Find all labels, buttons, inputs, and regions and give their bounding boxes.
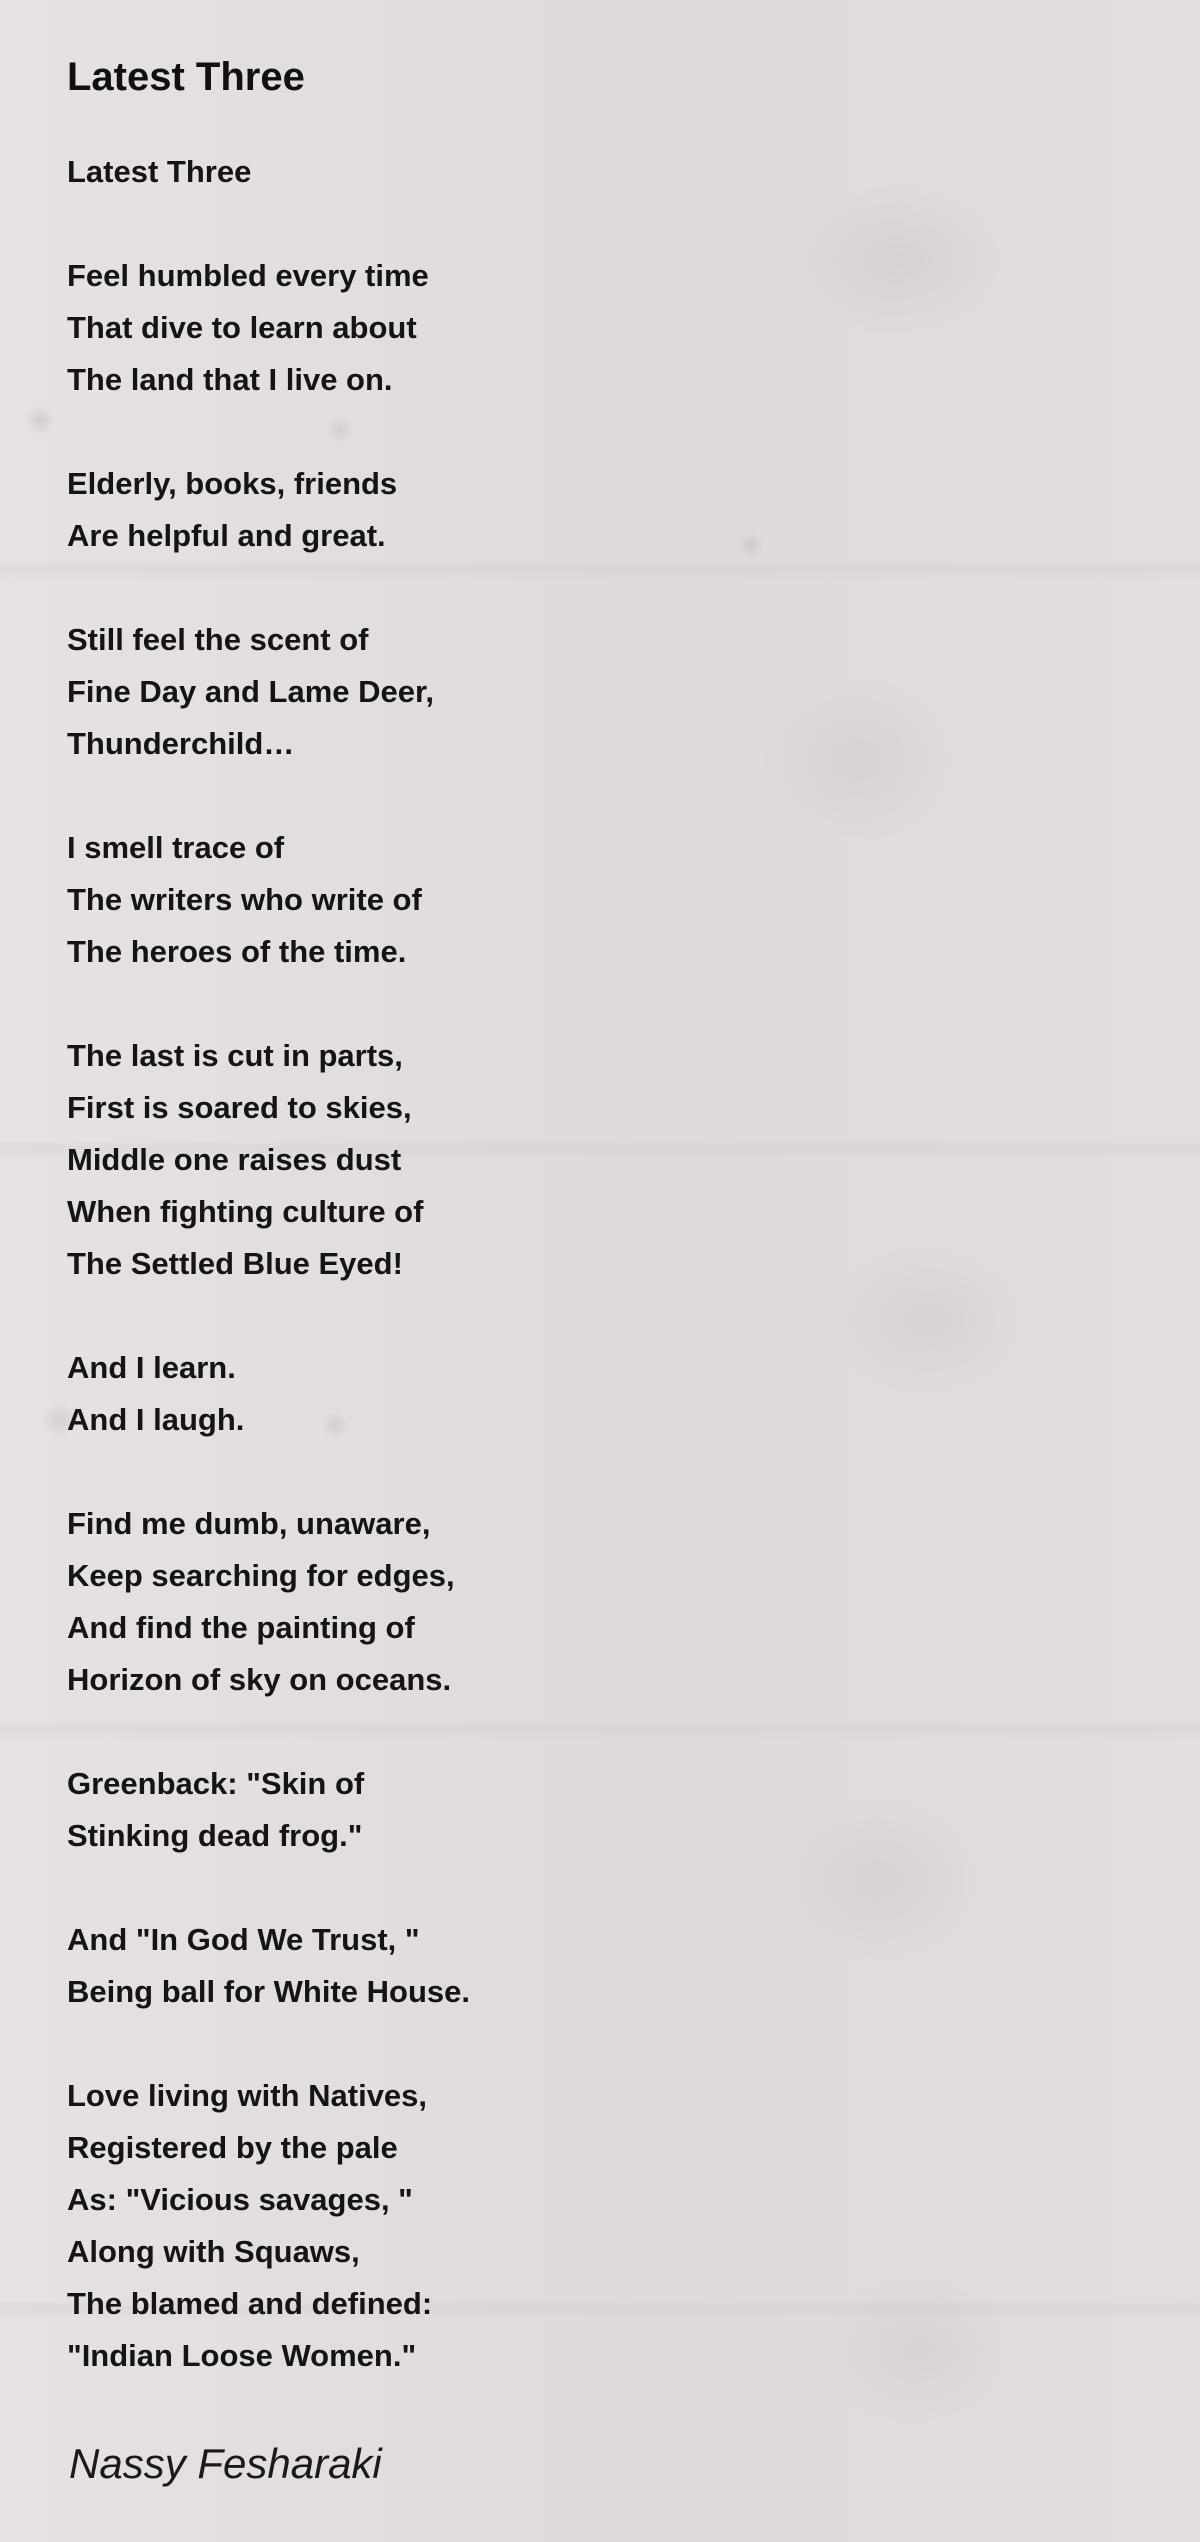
poem-line: Horizon of sky on oceans.: [67, 1662, 452, 1697]
poem-line: The Settled Blue Eyed!: [67, 1246, 403, 1281]
poem-line: Feel humbled every time: [67, 258, 429, 293]
poem-line: The land that I live on.: [67, 362, 393, 397]
poem-stanza: [67, 1498, 967, 1706]
poem-stanza: [67, 1342, 967, 1446]
poem-line: Are helpful and great.: [67, 518, 386, 553]
poem-line: Being ball for White House.: [67, 1974, 471, 2009]
poem-line: Thunderchild…: [67, 726, 295, 761]
poem-line: First is soared to skies,: [67, 1090, 412, 1125]
poem-stanza: [67, 1758, 967, 1862]
poem-line: And I learn.: [67, 1350, 236, 1385]
poem-author: Nassy Fesharaki: [69, 2440, 382, 2487]
poem-stanza: [67, 822, 967, 978]
poem-line: Greenback: "Skin of: [67, 1766, 365, 1801]
poem-line: "Indian Loose Women.": [67, 2338, 417, 2373]
poem-stanza: [67, 458, 967, 562]
poem-line: Elderly, books, friends: [67, 466, 398, 501]
poem-line: Latest Three: [67, 154, 252, 189]
poem-line: And I laugh.: [67, 1402, 245, 1437]
poem-line: The writers who write of: [67, 882, 422, 917]
poem-stanza: [67, 146, 967, 198]
poem-title: Latest Three: [67, 55, 305, 99]
poem-line: As: "Vicious savages, ": [67, 2182, 413, 2217]
poem-line: The heroes of the time.: [67, 934, 407, 969]
poem-stanza: [67, 1030, 967, 1290]
poem-line: Middle one raises dust: [67, 1142, 402, 1177]
poem-line: I smell trace of: [67, 830, 285, 865]
poem-stanza: [67, 250, 967, 406]
poem-line: Keep searching for edges,: [67, 1558, 455, 1593]
poem-line: Stinking dead frog.": [67, 1818, 363, 1853]
poem-body: [67, 146, 967, 2382]
poem-line: That dive to learn about: [67, 310, 417, 345]
poem-line: The blamed and defined:: [67, 2286, 433, 2321]
poem-line: When fighting culture of: [67, 1194, 424, 1229]
poem-line: Registered by the pale: [67, 2130, 398, 2165]
poem-stanza: [67, 1914, 967, 2018]
poem-line: The last is cut in parts,: [67, 1038, 403, 1073]
poem-line: Along with Squaws,: [67, 2234, 360, 2269]
poem-stanza: [67, 2070, 967, 2382]
poem-line: And find the painting of: [67, 1610, 415, 1645]
poem-line: Love living with Natives,: [67, 2078, 428, 2113]
poem-line: Find me dumb, unaware,: [67, 1506, 431, 1541]
poem-line: Fine Day and Lame Deer,: [67, 674, 434, 709]
poem-line: Still feel the scent of: [67, 622, 369, 657]
poem-page: [67, 50, 967, 2434]
poem-line: And "In God We Trust, ": [67, 1922, 420, 1957]
poem-stanza: [67, 614, 967, 770]
